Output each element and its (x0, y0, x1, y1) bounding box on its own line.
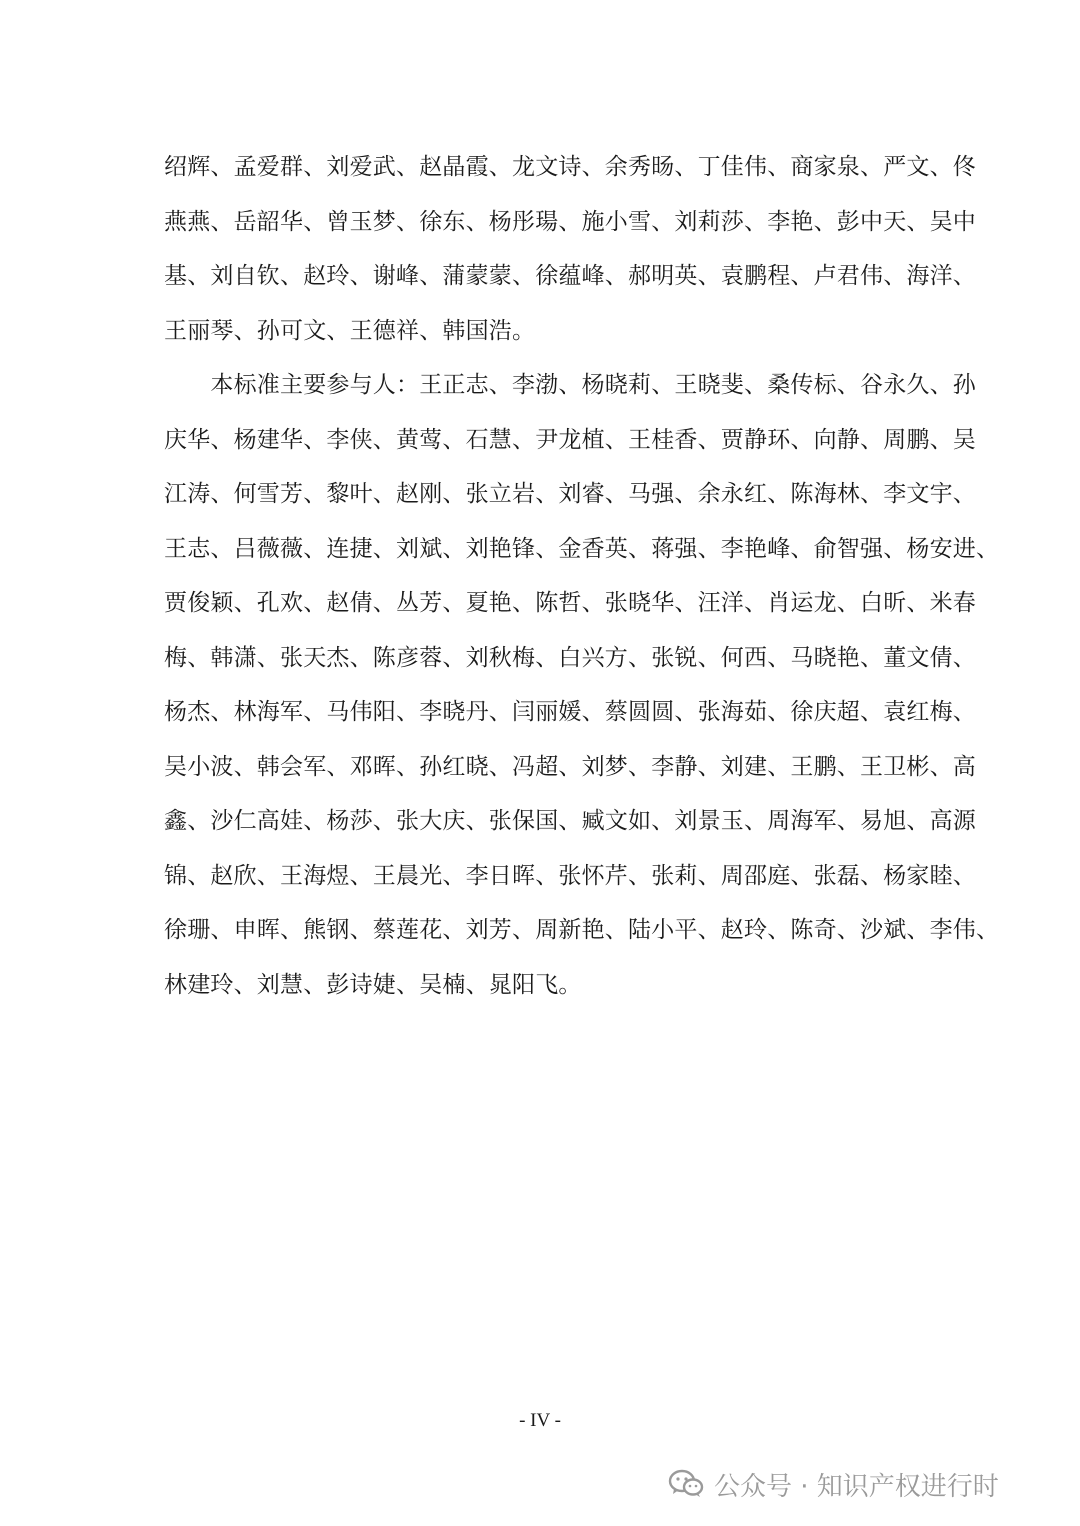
text-line: 基、刘自钦、赵玲、谢峰、蒲蒙蒙、徐蕴峰、郝明英、袁鹏程、卢君伟、海洋、 (164, 263, 976, 289)
watermark-text: 公众号 · 知识产权进行时 (714, 1471, 999, 1502)
text-line: 杨杰、林海军、马伟阳、李晓丹、闫丽媛、蔡圆圆、张海茹、徐庆超、袁红梅、 (164, 699, 976, 725)
wechat-icon (668, 1468, 704, 1500)
text-line: 王丽琴、孙可文、王德祥、韩国浩。 (164, 317, 536, 344)
text-line: 锦、赵欣、王海煜、王晨光、李日晖、张怀芹、张莉、周邵庭、张磊、杨家睦、 (164, 862, 976, 889)
text-line: 本标准主要参与人：王正志、李渤、杨晓莉、王晓斐、桑传标、谷永久、孙 (164, 372, 976, 398)
text-line: 江涛、何雪芳、黎叶、赵刚、张立岩、刘睿、马强、余永红、陈海林、李文宇、 (164, 481, 976, 507)
watermark (668, 1462, 999, 1506)
text-line: 贾俊颖、孔欢、赵倩、丛芳、夏艳、陈哲、张晓华、汪洋、肖运龙、白昕、米春 (164, 590, 976, 616)
text-line: 林建玲、刘慧、彭诗婕、吴楠、晁阳飞。 (164, 971, 582, 998)
text-line: 梅、韩潇、张天杰、陈彦蓉、刘秋梅、白兴方、张锐、何西、马晓艳、董文倩、 (164, 644, 976, 671)
text-line: 王志、吕薇薇、连捷、刘斌、刘艳锋、金香英、蒋强、李艳峰、俞智强、杨安进、 (164, 535, 1000, 562)
page-number: - IV - (519, 1410, 561, 1431)
text-line: 吴小波、韩会军、邓晖、孙红晓、冯超、刘梦、李静、刘建、王鹏、王卫彬、高 (164, 753, 976, 780)
text-line: 徐珊、申晖、熊钢、蔡莲花、刘芳、周新艳、陆小平、赵玲、陈奇、沙斌、李伟、 (164, 917, 1000, 943)
text-line: 绍辉、孟爱群、刘爱武、赵晶霞、龙文诗、余秀旸、丁佳伟、商家泉、严文、佟 (164, 154, 976, 180)
text-line: 庆华、杨建华、李侠、黄莺、石慧、尹龙植、王桂香、贾静环、向静、周鹏、吴 (164, 426, 976, 453)
contributors-text (164, 140, 1000, 1012)
text-line: 鑫、沙仁高娃、杨莎、张大庆、张保国、臧文如、刘景玉、周海军、易旭、高源 (164, 808, 976, 834)
text-line: 燕燕、岳韶华、曾玉梦、徐东、杨彤瑒、施小雪、刘莉莎、李艳、彭中天、吴中 (164, 208, 976, 235)
